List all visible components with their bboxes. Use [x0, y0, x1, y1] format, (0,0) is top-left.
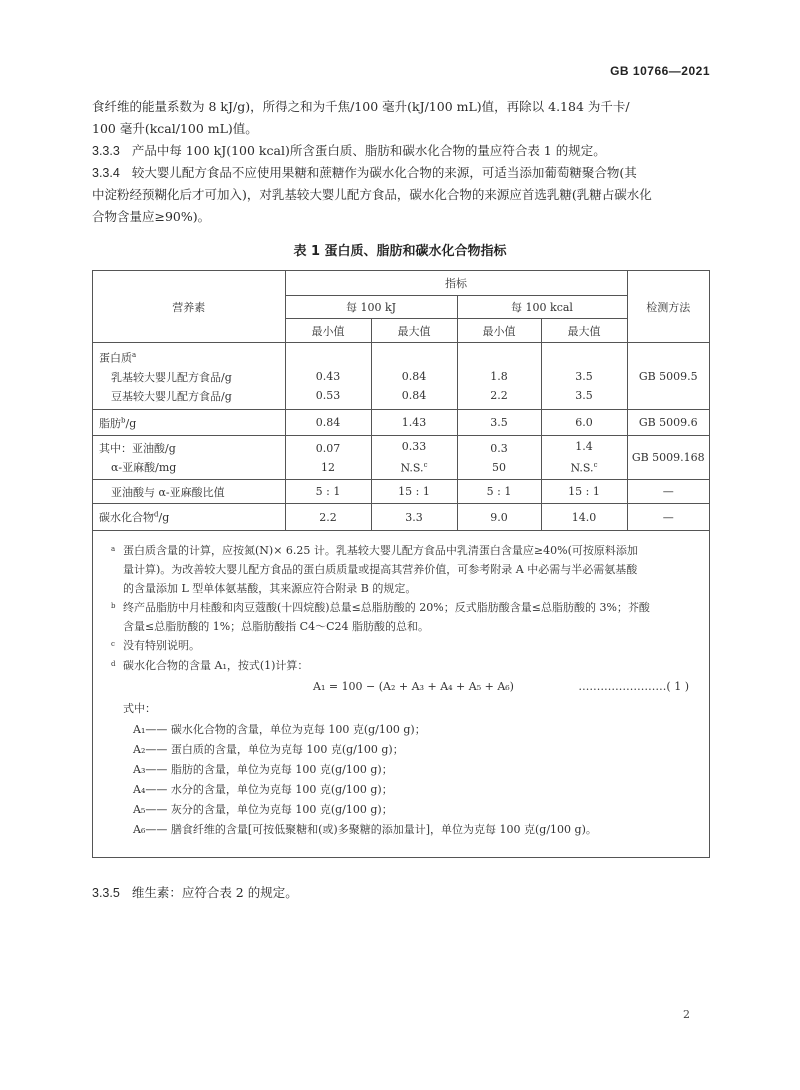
carb-kj-max: 3.3 — [371, 504, 457, 531]
header-max: 最大值 — [541, 319, 627, 343]
ratio-kcal-min: 5 : 1 — [457, 480, 541, 504]
table-frame — [92, 270, 710, 858]
nutrient-table — [93, 271, 709, 531]
header-max: 最大值 — [371, 319, 457, 343]
note-a-line: 量计算)。为改善较大婴儿配方食品的蛋白质质量或提高其营养价值，可参考附录 A 中必需与半必需氨基酸 — [123, 563, 638, 576]
protein-kj-min: 0.43 0.53 — [285, 343, 371, 410]
ratio-kj-min: 5 : 1 — [285, 480, 371, 504]
paragraph-line: 食纤维的能量系数为 8 kJ/g)，所得之和为千焦/100 毫升(kJ/100 mL)值，再除以 4.184 为千卡/ — [92, 99, 630, 114]
paragraph-3-3-4 — [92, 162, 712, 228]
where-label: 式中： — [123, 702, 156, 715]
paragraph-line: 较大婴儿配方食品不应使用果糖和蔗糖作为碳水化合物的来源，可适当添加葡萄糖聚合物(其 — [131, 165, 637, 180]
formula: A₁ = 100 − (A₂ + A₃ + A₄ + A₅ + A₆) — [313, 680, 514, 693]
fatty-acids-kj-min: 0.07 12 — [285, 436, 371, 480]
row-ratio-label: 亚油酸与 α-亚麻酸比值 — [93, 480, 285, 504]
page-number: 2 — [683, 1008, 690, 1021]
table-title: 表 1 蛋白质、脂肪和碳水化合物指标 — [293, 244, 507, 259]
header-method: 检测方法 — [627, 271, 709, 343]
definition-line: A₄—— 水分的含量，单位为克每 100 克(g/100 g)； — [133, 783, 393, 796]
fat-kj-min: 0.84 — [285, 410, 371, 436]
paragraph-text: 维生素：应符合表 2 的规定。 — [131, 885, 298, 900]
protein-kcal-max: 3.5 3.5 — [541, 343, 627, 410]
ratio-kcal-max: 15 : 1 — [541, 480, 627, 504]
definition-line: A₃—— 脂肪的含量，单位为克每 100 克(g/100 g)； — [133, 763, 393, 776]
paragraph-line: 中淀粉经预糊化后才可加入)，对乳基较大婴儿配方食品，碳水化合物的来源应首选乳糖(乳糖占碳水化 — [92, 187, 652, 202]
header-min: 最小值 — [285, 319, 371, 343]
definition-line: A₂—— 蛋白质的含量，单位为克每 100 克(g/100 g)； — [133, 743, 404, 756]
fat-kcal-min: 3.5 — [457, 410, 541, 436]
row-carb-label: 碳水化合物$^d$/g — [93, 504, 285, 531]
ratio-method: — — [627, 480, 709, 504]
header-min: 最小值 — [457, 319, 541, 343]
section-number: 3.3.4 — [92, 166, 120, 180]
paragraph-energy — [92, 96, 712, 140]
fat-kj-max: 1.43 — [371, 410, 457, 436]
carb-method: — — [627, 504, 709, 531]
row-protein-label: 蛋白质$^a$ 乳基较大婴儿配方食品/g 豆基较大婴儿配方食品/g — [93, 343, 285, 410]
header-per-100kcal: 每 100 kcal — [457, 296, 627, 319]
note-c: c 没有特别说明。 — [111, 639, 200, 652]
standard-number: GB 10766—2021 — [610, 64, 710, 78]
formula-number: ……………………( 1 ) — [578, 680, 689, 693]
protein-method: GB 5009.5 — [627, 343, 709, 410]
carb-kcal-min: 9.0 — [457, 504, 541, 531]
fatty-acids-kj-max: 0.33 N.S.$^c$ — [371, 436, 457, 480]
fat-kcal-max: 6.0 — [541, 410, 627, 436]
carb-kcal-max: 14.0 — [541, 504, 627, 531]
note-b-line: 含量≤总脂肪酸的 1%；总脂肪酸指 C4～C24 脂肪酸的总和。 — [123, 620, 429, 633]
definition-line: A₆—— 膳食纤维的含量[可按低聚糖和(或)多聚糖的添加量计]，单位为克每 100 克(g/100 g)。 — [133, 823, 597, 836]
header-per-100kj: 每 100 kJ — [285, 296, 457, 319]
protein-kcal-min: 1.8 2.2 — [457, 343, 541, 410]
fatty-acids-kcal-min: 0.3 50 — [457, 436, 541, 480]
note-b: b 终产品脂肪中月桂酸和肉豆蔻酸(十四烷酸)总量≤总脂肪酸的 20%；反式脂肪酸含量≤总脂肪酸的 3%；芥酸 — [111, 601, 650, 614]
paragraph-3-3-3 — [92, 140, 712, 162]
paragraph-line: 100 毫升(kcal/100 mL)值。 — [92, 121, 258, 136]
fat-method: GB 5009.6 — [627, 410, 709, 436]
note-a: a 蛋白质含量的计算，应按氮(N)× 6.25 计。乳基较大婴儿配方食品中乳清蛋白含量应≥40%(可按原料添加 — [111, 544, 638, 557]
carb-kj-min: 2.2 — [285, 504, 371, 531]
row-fatty-acids-label: 其中：亚油酸/g α-亚麻酸/mg — [93, 436, 285, 480]
row-fat-label: 脂肪$^b$/g — [93, 410, 285, 436]
protein-kj-max: 0.84 0.84 — [371, 343, 457, 410]
definition-line: A₅—— 灰分的含量，单位为克每 100 克(g/100 g)； — [133, 803, 393, 816]
section-number: 3.3.5 — [92, 886, 120, 900]
note-a-line: 的含量添加 L 型单体氨基酸，其来源应符合附录 B 的规定。 — [123, 582, 417, 595]
section-number: 3.3.3 — [92, 144, 120, 158]
paragraph-line: 合物含量应≥90%)。 — [92, 209, 211, 224]
note-d: d 碳水化合物的含量 A₁，按式(1)计算： — [111, 659, 309, 672]
ratio-kj-max: 15 : 1 — [371, 480, 457, 504]
fatty-acids-kcal-max: 1.4 N.S.$^c$ — [541, 436, 627, 480]
header-nutrient: 营养素 — [93, 271, 285, 343]
paragraph-3-3-5 — [92, 882, 712, 904]
paragraph-text: 产品中每 100 kJ(100 kcal)所含蛋白质、脂肪和碳水化合物的量应符合表 1 的规定。 — [131, 143, 606, 158]
fatty-acids-method: GB 5009.168 — [627, 436, 709, 480]
header-indicator: 指标 — [285, 271, 627, 296]
definition-line: A₁—— 碳水化合物的含量，单位为克每 100 克(g/100 g)； — [133, 723, 426, 736]
